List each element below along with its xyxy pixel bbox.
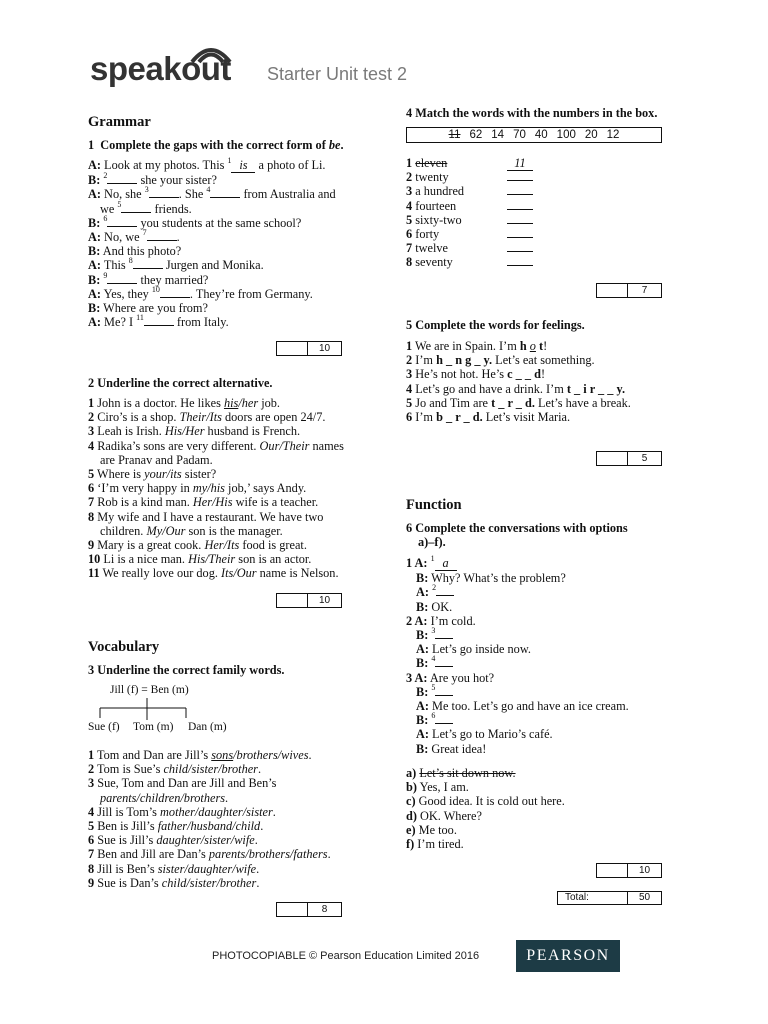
- q4-number-box: [406, 127, 662, 143]
- q1-score-box: 10: [276, 341, 342, 356]
- q3-title: 3 Underline the correct family words.: [88, 663, 285, 677]
- speakout-logo: [90, 42, 265, 92]
- tree-child-sue: Sue (f): [88, 721, 120, 733]
- box-number: 70: [513, 129, 526, 141]
- total-value: 50: [638, 892, 651, 903]
- function-heading: Function: [406, 497, 462, 513]
- list-item: a) Let’s sit down now.: [406, 766, 516, 780]
- box-number: 20: [584, 129, 598, 141]
- tree-lines: [88, 698, 248, 722]
- q6-title: 6 Complete the conversations with options a)–f).: [406, 521, 628, 549]
- list-item: f) I’m tired.: [406, 837, 464, 852]
- q4-score-box: 7: [596, 283, 662, 298]
- total-score-box: [557, 891, 662, 905]
- q1-title: 1 Complete the gaps with the correct form of be.: [88, 138, 344, 152]
- q5-items: 1 We are in Spain. I’m h o t! 2 I’m h _ n g _ y. Let’s eat something. 3 He’s not hot. He’s c _ _ d! 4 Let’s go and have a drink. I’m t _ i r _ _ y. 5 Jo and Tim are t _ r _ d. Let’s have a break. 6 I’m b _ r _ d. Let’s visit Maria.: [406, 339, 631, 425]
- list-item: 1 eleven 11: [406, 156, 546, 170]
- list-item: b) Yes, I am.: [406, 780, 469, 795]
- q3-items: 1 Tom and Dan are Jill’s sons/brothers/wives. 2 Tom is Sue’s child/sister/brother. 3 Sue, Tom and Dan are Jill and Ben’s parents/children/brothers. 4 Jill is Tom’s mother/daughter/sister. 5 Ben is Jill’s father/husband/child. 6 Sue is Jill’s daughter/sister/wife. 7 Ben and Jill are Dan’s parents/brothers/fathers. 8 Jill is Ben’s sister/daughter/wife. 9 Sue is Dan’s child/sister/brother.: [88, 748, 331, 890]
- tree-parents: Jill (f) = Ben (m): [110, 684, 189, 696]
- q6-options: [406, 766, 565, 851]
- list-item: 2 twenty: [406, 170, 546, 184]
- q2-items: 1 John is a doctor. He likes his/her job. 2 Ciro’s is a shop. Their/Its doors are open 24/7. 3 Leah is Irish. His/Her husband is French. 4 Radika’s sons are very different. Our/Their names are Pranav and Padam. 5 Where is your/its sister? 6 ‘I’m very happy in my/his job,’ says Andy. 7 Rob is a kind man. Her/His wife is a teacher. 8 My wife and I have a restaurant. We have two children. My/Our son is the manager. 9 Mary is a great cook. Her/Its food is great. 10 Li is a nice man. His/Their son is an actor. 11 We really love our dog. Its/Our name is Nelson.: [88, 396, 344, 581]
- list-item: 5 sixty-two: [406, 213, 546, 227]
- vocabulary-heading: Vocabulary: [88, 639, 160, 655]
- list-item: 4 fourteen: [406, 199, 546, 213]
- list-item: 7 twelve: [406, 241, 546, 255]
- test-subtitle: Starter Unit test 2: [267, 64, 408, 84]
- q2-score-box: 10: [276, 593, 342, 608]
- list-item: e) Me too.: [406, 822, 457, 837]
- box-number: 12: [606, 129, 620, 141]
- q5-title: 5 Complete the words for feelings.: [406, 318, 585, 332]
- q5-score-box: 5: [596, 451, 662, 466]
- q2-title: 2 Underline the correct alternative.: [88, 376, 273, 390]
- box-number: 100: [556, 129, 576, 141]
- family-tree: [88, 684, 248, 736]
- q3-score-box: 8: [276, 902, 342, 917]
- list-item: d) OK. Where?: [406, 808, 482, 823]
- q6-score-box: 10: [596, 863, 662, 878]
- grammar-heading: Grammar: [88, 114, 151, 130]
- q1-dialogue: A: Look at my photos. This $^1$ is a photo of Li. B: $^2$ she your sister? A: No, she $^3$ . She $^4$ from Australia and we $^5$ friends. B: $^6$ you students at the same school? A: No, we $^7$ . B: And this photo? A: This $^8$ Jurgen and Monika. B: $^9$ they married? A: Yes, they $^{10}$ . They’re from Germany. B: Where are you from? A: Me? I $^{11}$ from Italy.: [88, 156, 336, 330]
- box-number: 14: [491, 129, 505, 141]
- signal-arc-icon: [188, 42, 234, 64]
- tree-child-tom: Tom (m): [133, 721, 174, 733]
- pearson-logo: PEARSON: [516, 940, 620, 972]
- q4-items: [406, 156, 546, 270]
- list-item: 6 forty: [406, 227, 546, 241]
- tree-child-dan: Dan (m): [188, 721, 227, 733]
- list-item: 8 seventy: [406, 255, 546, 269]
- q6-dialogue: 1 A: $^1$ a B: Why? What’s the problem? A: $^2$ B: OK. 2 A: I’m cold. B: $^3$ A: Let’s go inside now. B: $^4$ 3 A: Are you hot? B: $^5$ A: Me too. Let’s go and have an ice cream. B: $^6$ A: Let’s go to Mario’s café. B: Great idea!: [406, 554, 629, 756]
- logo-text: speakout: [90, 50, 231, 87]
- total-label: Total:: [558, 892, 628, 904]
- list-item: 3 a hundred: [406, 184, 546, 198]
- q4-title: 4 Match the words with the numbers in the box.: [406, 106, 658, 120]
- list-item: c) Good idea. It is cold out here.: [406, 794, 565, 809]
- box-number: 11: [448, 129, 461, 141]
- copyright-footer: PHOTOCOPIABLE © Pearson Education Limited 2016: [212, 950, 480, 962]
- box-number: 62: [469, 129, 483, 141]
- box-number: 40: [534, 129, 548, 141]
